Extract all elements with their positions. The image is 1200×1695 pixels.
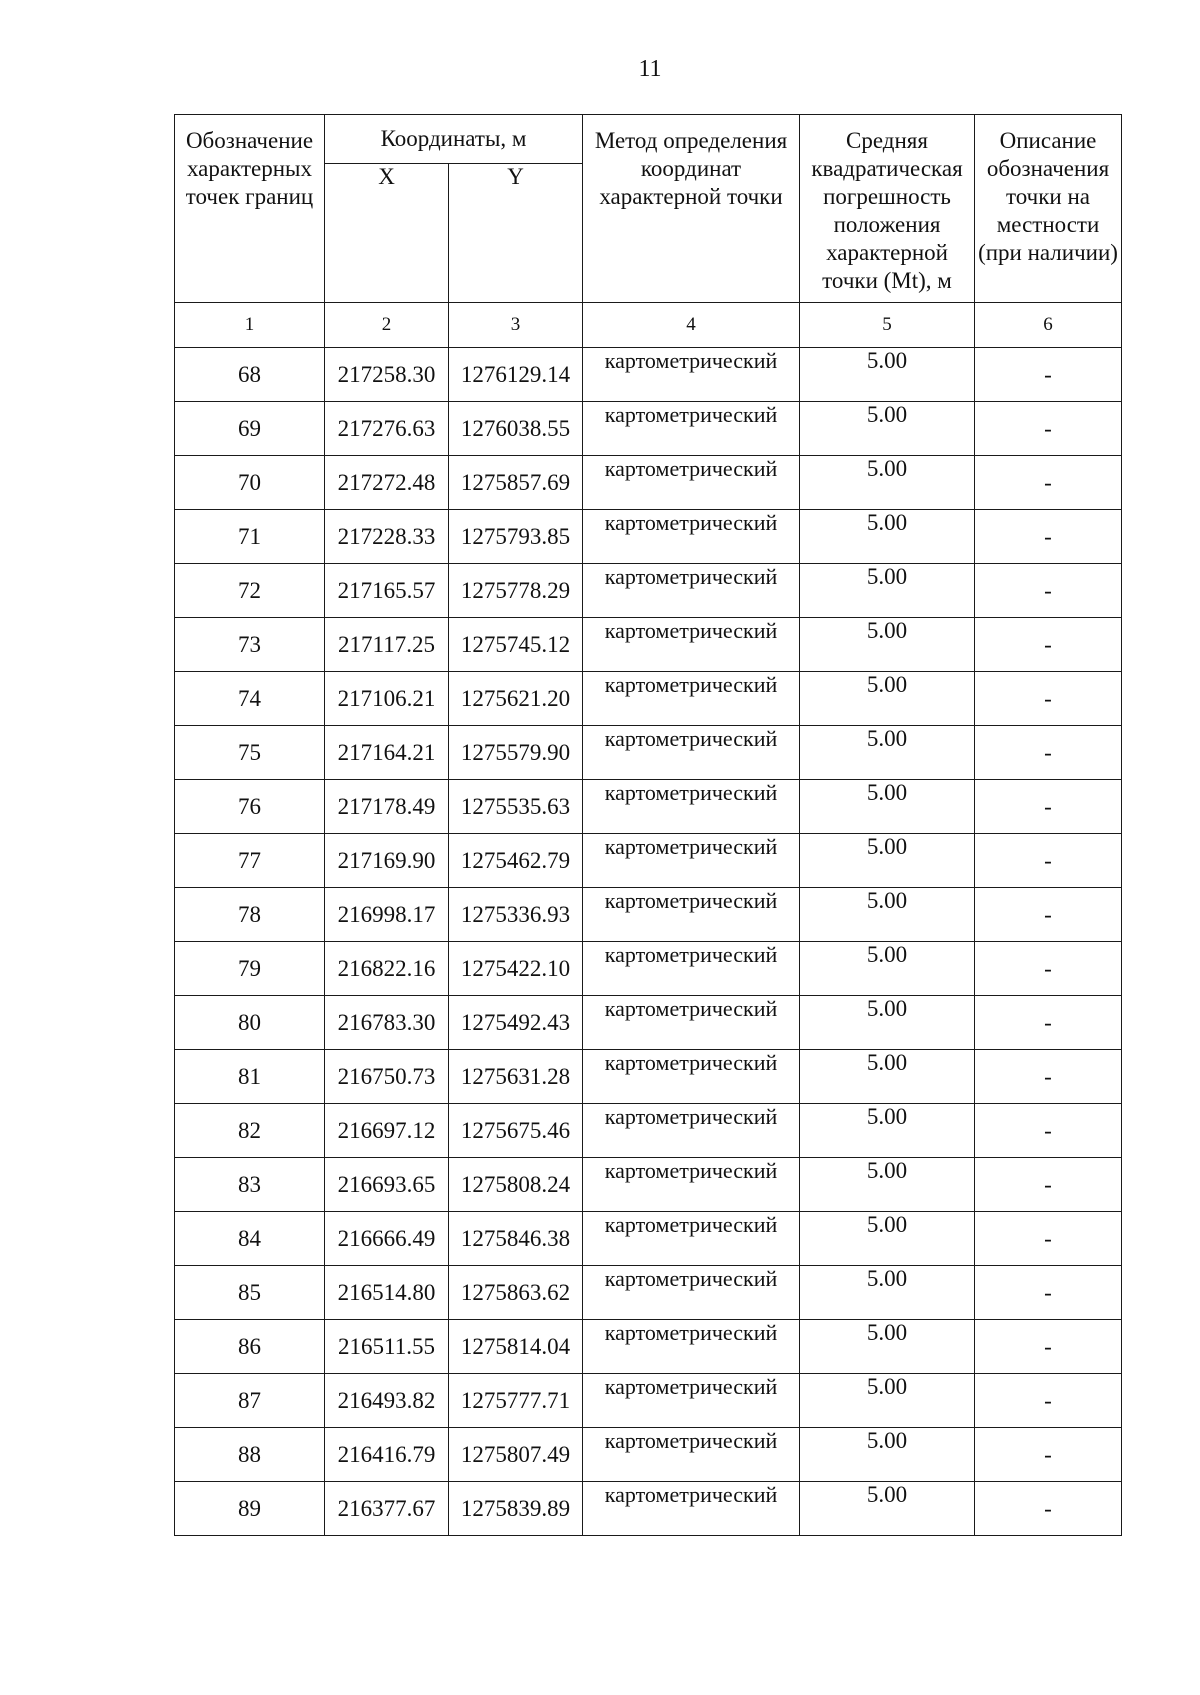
- table-row: [175, 1266, 1122, 1320]
- cell-description: -: [975, 1158, 1122, 1212]
- cell-error: 5.00: [800, 780, 975, 834]
- cell-point: 86: [175, 1320, 325, 1374]
- table-row: [175, 672, 1122, 726]
- header-x: X: [325, 164, 449, 303]
- cell-point: 75: [175, 726, 325, 780]
- cell-description: -: [975, 1050, 1122, 1104]
- cell-y: 1275492.43: [449, 996, 583, 1050]
- cell-y: 1275839.89: [449, 1482, 583, 1536]
- cell-point: 69: [175, 402, 325, 456]
- cell-x: 217106.21: [325, 672, 449, 726]
- cell-description: -: [975, 1212, 1122, 1266]
- cell-error: 5.00: [800, 1104, 975, 1158]
- table-row: [175, 1158, 1122, 1212]
- cell-method: картометрический: [583, 1320, 800, 1374]
- cell-y: 1275846.38: [449, 1212, 583, 1266]
- cell-y: 1275621.20: [449, 672, 583, 726]
- column-number: 6: [975, 303, 1122, 348]
- table-row: [175, 1482, 1122, 1536]
- column-number-row: [175, 303, 1122, 348]
- cell-error: 5.00: [800, 564, 975, 618]
- cell-y: 1275857.69: [449, 456, 583, 510]
- cell-x: 216514.80: [325, 1266, 449, 1320]
- table-row: [175, 780, 1122, 834]
- cell-error: 5.00: [800, 1212, 975, 1266]
- cell-point: 70: [175, 456, 325, 510]
- header-description: Описание обозначения точки на местности (при наличии): [975, 115, 1122, 303]
- cell-x: 216693.65: [325, 1158, 449, 1212]
- cell-point: 80: [175, 996, 325, 1050]
- table-row: [175, 1212, 1122, 1266]
- cell-method: картометрический: [583, 402, 800, 456]
- cell-x: 216750.73: [325, 1050, 449, 1104]
- cell-x: 216493.82: [325, 1374, 449, 1428]
- cell-method: картометрический: [583, 1428, 800, 1482]
- cell-description: -: [975, 726, 1122, 780]
- cell-y: 1275579.90: [449, 726, 583, 780]
- cell-y: 1275462.79: [449, 834, 583, 888]
- cell-description: -: [975, 780, 1122, 834]
- cell-point: 77: [175, 834, 325, 888]
- cell-point: 72: [175, 564, 325, 618]
- cell-y: 1275807.49: [449, 1428, 583, 1482]
- cell-error: 5.00: [800, 1374, 975, 1428]
- cell-error: 5.00: [800, 1482, 975, 1536]
- cell-point: 78: [175, 888, 325, 942]
- cell-method: картометрический: [583, 942, 800, 996]
- cell-x: 217169.90: [325, 834, 449, 888]
- cell-method: картометрический: [583, 1212, 800, 1266]
- cell-y: 1275777.71: [449, 1374, 583, 1428]
- cell-x: 216377.67: [325, 1482, 449, 1536]
- coordinates-table: [174, 114, 1122, 1536]
- cell-error: 5.00: [800, 1320, 975, 1374]
- cell-description: -: [975, 348, 1122, 402]
- table-row: [175, 1104, 1122, 1158]
- table-row: [175, 1320, 1122, 1374]
- column-number: 5: [800, 303, 975, 348]
- cell-description: -: [975, 1104, 1122, 1158]
- cell-point: 89: [175, 1482, 325, 1536]
- cell-point: 83: [175, 1158, 325, 1212]
- cell-description: -: [975, 510, 1122, 564]
- cell-description: -: [975, 1266, 1122, 1320]
- table-row: [175, 510, 1122, 564]
- cell-method: картометрический: [583, 1104, 800, 1158]
- table-row: [175, 456, 1122, 510]
- cell-error: 5.00: [800, 1428, 975, 1482]
- table-row: [175, 726, 1122, 780]
- column-number: 1: [175, 303, 325, 348]
- table-row: [175, 888, 1122, 942]
- cell-x: 216783.30: [325, 996, 449, 1050]
- cell-point: 76: [175, 780, 325, 834]
- table-row: [175, 1374, 1122, 1428]
- cell-point: 87: [175, 1374, 325, 1428]
- cell-point: 82: [175, 1104, 325, 1158]
- page-number: 11: [638, 56, 662, 82]
- header-method: Метод определения координат характерной точки: [583, 115, 800, 303]
- column-number: 4: [583, 303, 800, 348]
- cell-method: картометрический: [583, 888, 800, 942]
- cell-error: 5.00: [800, 726, 975, 780]
- cell-method: картометрический: [583, 348, 800, 402]
- cell-description: -: [975, 1428, 1122, 1482]
- cell-y: 1276038.55: [449, 402, 583, 456]
- table-row: [175, 996, 1122, 1050]
- cell-error: 5.00: [800, 1158, 975, 1212]
- header-coordinates: Координаты, м: [325, 115, 583, 164]
- table-row: [175, 348, 1122, 402]
- cell-point: 88: [175, 1428, 325, 1482]
- cell-y: 1275793.85: [449, 510, 583, 564]
- cell-method: картометрический: [583, 1374, 800, 1428]
- cell-description: -: [975, 456, 1122, 510]
- cell-point: 73: [175, 618, 325, 672]
- cell-x: 217178.49: [325, 780, 449, 834]
- cell-error: 5.00: [800, 942, 975, 996]
- cell-x: 217165.57: [325, 564, 449, 618]
- table-row: [175, 1428, 1122, 1482]
- cell-error: 5.00: [800, 996, 975, 1050]
- cell-point: 81: [175, 1050, 325, 1104]
- cell-error: 5.00: [800, 1050, 975, 1104]
- cell-point: 74: [175, 672, 325, 726]
- header-row: [175, 115, 1122, 164]
- cell-point: 71: [175, 510, 325, 564]
- cell-description: -: [975, 402, 1122, 456]
- cell-x: 217228.33: [325, 510, 449, 564]
- cell-method: картометрический: [583, 834, 800, 888]
- table-row: [175, 1050, 1122, 1104]
- cell-point: 68: [175, 348, 325, 402]
- cell-method: картометрический: [583, 1050, 800, 1104]
- cell-method: картометрический: [583, 672, 800, 726]
- header-y: Y: [449, 164, 583, 303]
- table-row: [175, 942, 1122, 996]
- cell-method: картометрический: [583, 996, 800, 1050]
- cell-method: картометрический: [583, 780, 800, 834]
- cell-x: 217164.21: [325, 726, 449, 780]
- cell-x: 217258.30: [325, 348, 449, 402]
- header-point: Обозначение характерных точек границ: [175, 115, 325, 303]
- cell-point: 84: [175, 1212, 325, 1266]
- cell-method: картометрический: [583, 1158, 800, 1212]
- cell-y: 1276129.14: [449, 348, 583, 402]
- cell-method: картометрический: [583, 1266, 800, 1320]
- table-row: [175, 564, 1122, 618]
- cell-description: -: [975, 1374, 1122, 1428]
- table-row: [175, 618, 1122, 672]
- cell-y: 1275814.04: [449, 1320, 583, 1374]
- cell-y: 1275422.10: [449, 942, 583, 996]
- cell-method: картометрический: [583, 726, 800, 780]
- cell-y: 1275745.12: [449, 618, 583, 672]
- column-number: 2: [325, 303, 449, 348]
- cell-error: 5.00: [800, 510, 975, 564]
- cell-x: 216416.79: [325, 1428, 449, 1482]
- cell-description: -: [975, 618, 1122, 672]
- cell-method: картометрический: [583, 1482, 800, 1536]
- cell-description: -: [975, 942, 1122, 996]
- column-number: 3: [449, 303, 583, 348]
- cell-method: картометрический: [583, 618, 800, 672]
- cell-x: 216511.55: [325, 1320, 449, 1374]
- cell-description: -: [975, 564, 1122, 618]
- cell-x: 217272.48: [325, 456, 449, 510]
- cell-x: 217276.63: [325, 402, 449, 456]
- cell-x: 216666.49: [325, 1212, 449, 1266]
- cell-y: 1275675.46: [449, 1104, 583, 1158]
- cell-description: -: [975, 1482, 1122, 1536]
- cell-point: 79: [175, 942, 325, 996]
- cell-method: картометрический: [583, 456, 800, 510]
- cell-description: -: [975, 1320, 1122, 1374]
- cell-y: 1275631.28: [449, 1050, 583, 1104]
- cell-error: 5.00: [800, 672, 975, 726]
- cell-error: 5.00: [800, 834, 975, 888]
- cell-error: 5.00: [800, 618, 975, 672]
- table-body: [175, 348, 1122, 1536]
- cell-error: 5.00: [800, 348, 975, 402]
- cell-y: 1275808.24: [449, 1158, 583, 1212]
- cell-error: 5.00: [800, 888, 975, 942]
- cell-y: 1275863.62: [449, 1266, 583, 1320]
- table-row: [175, 402, 1122, 456]
- cell-error: 5.00: [800, 402, 975, 456]
- cell-method: картометрический: [583, 564, 800, 618]
- cell-error: 5.00: [800, 456, 975, 510]
- cell-x: 216822.16: [325, 942, 449, 996]
- cell-error: 5.00: [800, 1266, 975, 1320]
- cell-method: картометрический: [583, 510, 800, 564]
- cell-y: 1275778.29: [449, 564, 583, 618]
- cell-description: -: [975, 996, 1122, 1050]
- cell-description: -: [975, 888, 1122, 942]
- cell-y: 1275336.93: [449, 888, 583, 942]
- cell-description: -: [975, 834, 1122, 888]
- cell-x: 216998.17: [325, 888, 449, 942]
- cell-y: 1275535.63: [449, 780, 583, 834]
- cell-point: 85: [175, 1266, 325, 1320]
- cell-x: 216697.12: [325, 1104, 449, 1158]
- header-error: Средняя квадратическая погрешность положения характерной точки (Mt), м: [800, 115, 975, 303]
- table-row: [175, 834, 1122, 888]
- cell-x: 217117.25: [325, 618, 449, 672]
- cell-description: -: [975, 672, 1122, 726]
